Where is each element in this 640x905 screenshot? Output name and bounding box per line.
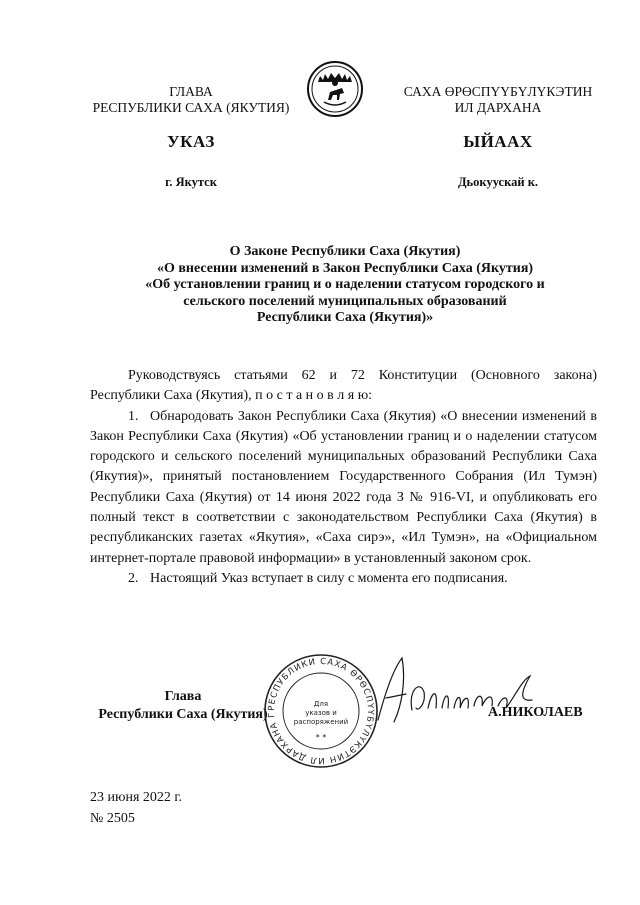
title-line-2: «О внесении изменений в Закон Республики Саха (Якутия)	[156, 260, 534, 276]
header-right-line1: САХА ӨРӨСПҮҮБҮЛҮКЭТИН	[403, 84, 593, 99]
seal-ring-text: РЕСПУБЛИКИ САХА ӨРӨСПҮҮБҮЛҮКЭТИН ИЛ ДАРХАНА Г	[266, 656, 376, 766]
item-2-paragraph	[90, 569, 597, 589]
signatory-role	[90, 688, 276, 724]
coat-of-arms-emblem	[306, 60, 364, 118]
doc-type-ru: УКАЗ	[167, 132, 215, 151]
item-2-text: Настоящий Указ вступает в силу с момента его подписания.	[150, 570, 508, 586]
document-body	[90, 366, 597, 589]
svg-text:* *: * *	[315, 733, 327, 742]
title-line-1: О Законе Республики Саха (Якутия)	[229, 244, 461, 259]
header-right-block	[392, 84, 604, 116]
svg-text:распоряжений: распоряжений	[293, 718, 349, 726]
city-sakha: Дьокуускай к.	[457, 175, 539, 189]
header-left-line2: РЕСПУБЛИКИ САХА (ЯКУТИЯ)	[92, 100, 290, 115]
title-line-5: Республики Саха (Якутия)»	[256, 310, 434, 325]
item-1-number: 1.	[128, 408, 139, 424]
item-1-paragraph	[90, 407, 597, 569]
title-line-4: сельского поселений муниципальных образований	[183, 293, 507, 309]
city-ru: г. Якутск	[165, 175, 217, 189]
header-right-line2: ИЛ ДАРХАНА	[454, 100, 542, 115]
signatory-name: А.НИКОЛАЕВ	[488, 705, 583, 720]
signatory-role-line2: Республики Саха (Якутия)	[98, 707, 268, 722]
header-left-block	[80, 84, 302, 116]
item-1-text: Обнародовать Закон Республики Саха (Якутия) «О внесении изменений в Закон Республики Саха (Якутия) «Об установлении границ и о наделении статусом городского и сельского поселений муниципальных образований Республики Саха (Якутия)», принятый постановлением Государственного Собрания (Ил Тумэн) Республики Саха (Якутия) от 14 июня 2022 года З № 916-VI, и опубликовать его полный текст в соответствии с законодательством Республики Саха (Якутия) в республиканских газетах «Якутия», «Саха сирэ», «Ил Тумэн», на «Официальном интернет-портале правовой информации» в установленный законом срок.	[90, 408, 597, 566]
item-2-number: 2.	[128, 570, 139, 586]
document-title	[90, 244, 600, 327]
svg-text:Для: Для	[313, 700, 329, 708]
header-left-line1: ГЛАВА	[169, 84, 213, 99]
svg-text:указов и: указов и	[305, 709, 337, 717]
title-line-3: «Об установлении границ и о наделении статусом городского и	[145, 277, 545, 292]
doc-type-sakha: ЫЙААХ	[463, 132, 533, 151]
preamble-paragraph: Руководствуясь статьями 62 и 72 Конституции (Основного закона) Республики Саха (Якутия), п о с т а н о в л я ю:	[90, 368, 597, 404]
signatory-role-line1: Глава	[164, 689, 202, 704]
official-seal-stamp	[262, 652, 380, 770]
document-date: 23 июня 2022 г.	[90, 790, 183, 805]
document-number: № 2505	[90, 811, 135, 826]
